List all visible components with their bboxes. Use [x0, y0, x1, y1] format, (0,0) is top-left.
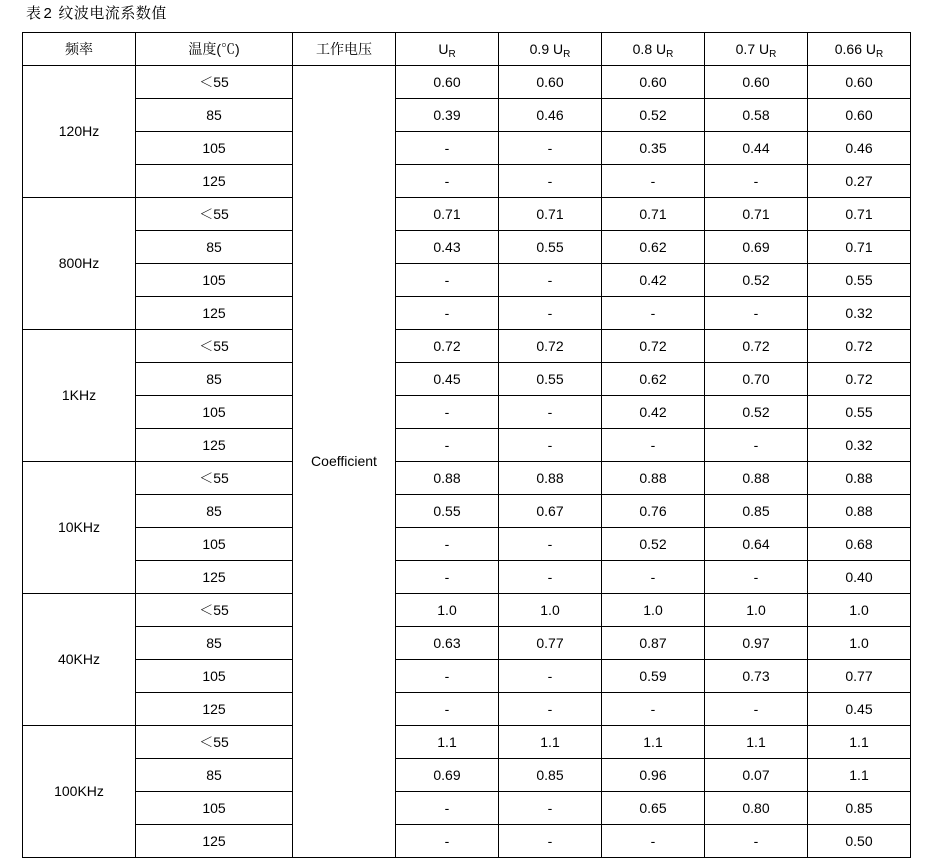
coefficient-value-cell: -: [396, 825, 499, 858]
coefficient-value-cell: -: [705, 429, 808, 462]
table-row: [23, 198, 911, 231]
coefficient-value-cell: 0.72: [499, 330, 602, 363]
coefficient-value-cell: 0.88: [808, 462, 911, 495]
coefficient-value-cell: -: [396, 264, 499, 297]
coefficient-value-cell: 0.60: [396, 66, 499, 99]
caption-prefix: 表: [26, 5, 42, 22]
coefficient-value-cell: 0.71: [808, 198, 911, 231]
coefficient-value-cell: -: [705, 165, 808, 198]
header-ur-subscript: R: [448, 48, 456, 60]
coefficient-value-cell: 0.69: [396, 759, 499, 792]
caption-title: 纹波电流系数值: [58, 5, 167, 22]
header-row: [23, 33, 911, 66]
coefficient-value-cell: -: [499, 429, 602, 462]
coefficient-value-cell: -: [705, 693, 808, 726]
coefficient-value-cell: 0.60: [705, 66, 808, 99]
table-row: [23, 264, 911, 297]
header-working-voltage: 工作电压: [293, 33, 396, 66]
temperature-cell: ＜55: [136, 66, 293, 99]
coefficient-value-cell: 0.62: [602, 231, 705, 264]
coefficient-value-cell: -: [705, 297, 808, 330]
coefficient-value-cell: 1.1: [499, 726, 602, 759]
coefficient-value-cell: 1.0: [808, 594, 911, 627]
coefficient-value-cell: 0.59: [602, 660, 705, 693]
coefficient-value-cell: 1.1: [808, 726, 911, 759]
coefficient-value-cell: -: [396, 693, 499, 726]
header-09ur-subscript: R: [563, 48, 571, 60]
coefficient-value-cell: -: [499, 528, 602, 561]
coefficient-value-cell: -: [499, 396, 602, 429]
coefficient-value-cell: 0.71: [396, 198, 499, 231]
coefficient-value-cell: 1.1: [808, 759, 911, 792]
coefficient-value-cell: -: [499, 825, 602, 858]
table-row: [23, 759, 911, 792]
table-row: [23, 396, 911, 429]
header-09ur: 0.9 $U_R$: [499, 33, 602, 66]
header-07ur: 0.7 $U_R$: [705, 33, 808, 66]
header-temperature: 温度(℃): [136, 33, 293, 66]
coefficient-value-cell: 0.77: [808, 660, 911, 693]
header-066ur-subscript: R: [876, 48, 884, 60]
coefficient-value-cell: 0.72: [602, 330, 705, 363]
coefficient-value-cell: 1.0: [705, 594, 808, 627]
frequency-cell: 10KHz: [23, 462, 136, 594]
caption-number: 2: [43, 5, 53, 22]
coefficient-value-cell: 0.97: [705, 627, 808, 660]
temperature-cell: 105: [136, 396, 293, 429]
coefficient-value-cell: 0.52: [602, 528, 705, 561]
temperature-cell: 105: [136, 528, 293, 561]
coefficient-value-cell: 0.55: [499, 363, 602, 396]
coefficient-value-cell: 0.32: [808, 429, 911, 462]
coefficient-value-cell: 0.55: [808, 396, 911, 429]
coefficient-value-cell: 0.43: [396, 231, 499, 264]
coefficient-value-cell: -: [499, 132, 602, 165]
coefficient-value-cell: -: [499, 693, 602, 726]
coefficient-value-cell: -: [705, 561, 808, 594]
coefficient-value-cell: -: [396, 660, 499, 693]
coefficient-value-cell: 0.69: [705, 231, 808, 264]
coefficient-value-cell: -: [602, 429, 705, 462]
table-row: [23, 561, 911, 594]
coefficient-value-cell: 0.88: [705, 462, 808, 495]
working-voltage-coefficient-cell: Coefficient: [293, 66, 396, 858]
coefficient-value-cell: 1.1: [396, 726, 499, 759]
coefficient-value-cell: 1.0: [602, 594, 705, 627]
coefficient-value-cell: 0.42: [602, 264, 705, 297]
coefficient-value-cell: -: [602, 693, 705, 726]
table-body: [23, 66, 911, 858]
frequency-cell: 1KHz: [23, 330, 136, 462]
temperature-cell: ＜55: [136, 726, 293, 759]
coefficient-value-cell: -: [602, 825, 705, 858]
coefficient-value-cell: 0.44: [705, 132, 808, 165]
table-row: [23, 330, 911, 363]
coefficient-value-cell: -: [602, 297, 705, 330]
table-row: [23, 726, 911, 759]
coefficient-value-cell: 0.39: [396, 99, 499, 132]
coefficient-value-cell: 0.60: [808, 66, 911, 99]
temperature-cell: 105: [136, 792, 293, 825]
temperature-cell: 85: [136, 495, 293, 528]
coefficient-value-cell: 0.60: [808, 99, 911, 132]
coefficient-value-cell: 0.76: [602, 495, 705, 528]
temperature-cell: 125: [136, 165, 293, 198]
coefficient-value-cell: 0.88: [396, 462, 499, 495]
coefficient-value-cell: 0.71: [602, 198, 705, 231]
table-row: [23, 429, 911, 462]
coefficient-value-cell: 0.85: [499, 759, 602, 792]
coefficient-value-cell: 0.71: [499, 198, 602, 231]
coefficient-value-cell: 0.72: [705, 330, 808, 363]
coefficient-value-cell: 0.88: [602, 462, 705, 495]
coefficient-value-cell: 0.87: [602, 627, 705, 660]
table-row: [23, 495, 911, 528]
coefficient-value-cell: -: [499, 792, 602, 825]
coefficient-value-cell: 0.45: [808, 693, 911, 726]
coefficient-value-cell: 1.1: [602, 726, 705, 759]
coefficient-value-cell: 0.52: [705, 264, 808, 297]
table-row: [23, 231, 911, 264]
table-row: [23, 66, 911, 99]
coefficient-value-cell: 0.71: [808, 231, 911, 264]
table-row: [23, 165, 911, 198]
coefficient-value-cell: -: [396, 165, 499, 198]
coefficient-value-cell: -: [396, 429, 499, 462]
coefficient-value-cell: 0.40: [808, 561, 911, 594]
coefficient-value-cell: 0.67: [499, 495, 602, 528]
coefficient-value-cell: -: [499, 264, 602, 297]
coefficient-value-cell: 0.72: [808, 363, 911, 396]
coefficient-value-cell: 0.73: [705, 660, 808, 693]
temperature-cell: 125: [136, 297, 293, 330]
table-row: [23, 297, 911, 330]
coefficient-value-cell: 0.46: [499, 99, 602, 132]
header-066ur: 0.66 $U_R$: [808, 33, 911, 66]
temperature-cell: 105: [136, 132, 293, 165]
header-07ur-subscript: R: [769, 48, 777, 60]
coefficient-value-cell: 1.1: [705, 726, 808, 759]
coefficient-value-cell: 0.62: [602, 363, 705, 396]
ripple-current-coefficient-table: [22, 32, 911, 858]
coefficient-value-cell: -: [396, 561, 499, 594]
coefficient-value-cell: 0.64: [705, 528, 808, 561]
table-row: [23, 825, 911, 858]
coefficient-value-cell: 1.0: [396, 594, 499, 627]
frequency-cell: 40KHz: [23, 594, 136, 726]
coefficient-value-cell: 0.52: [602, 99, 705, 132]
table-row: [23, 594, 911, 627]
header-08ur: 0.8 $U_R$: [602, 33, 705, 66]
temperature-cell: 105: [136, 660, 293, 693]
coefficient-value-cell: 0.52: [705, 396, 808, 429]
coefficient-value-cell: 0.85: [808, 792, 911, 825]
coefficient-value-cell: 0.50: [808, 825, 911, 858]
coefficient-value-cell: 0.60: [499, 66, 602, 99]
coefficient-value-cell: -: [396, 132, 499, 165]
coefficient-value-cell: 0.45: [396, 363, 499, 396]
coefficient-value-cell: 0.55: [396, 495, 499, 528]
coefficient-value-cell: 0.07: [705, 759, 808, 792]
coefficient-value-cell: 0.77: [499, 627, 602, 660]
temperature-cell: 105: [136, 264, 293, 297]
coefficient-value-cell: -: [602, 561, 705, 594]
coefficient-value-cell: -: [499, 297, 602, 330]
coefficient-value-cell: -: [602, 165, 705, 198]
coefficient-value-cell: -: [705, 825, 808, 858]
frequency-cell: 120Hz: [23, 66, 136, 198]
coefficient-value-cell: 0.85: [705, 495, 808, 528]
temperature-cell: 85: [136, 231, 293, 264]
temperature-cell: 125: [136, 561, 293, 594]
coefficient-value-cell: 0.80: [705, 792, 808, 825]
coefficient-value-cell: -: [396, 528, 499, 561]
table-row: [23, 627, 911, 660]
temperature-cell: 85: [136, 363, 293, 396]
header-08ur-subscript: R: [666, 48, 674, 60]
coefficient-value-cell: 0.71: [705, 198, 808, 231]
coefficient-value-cell: 0.60: [602, 66, 705, 99]
coefficient-value-cell: 1.0: [499, 594, 602, 627]
table-row: [23, 462, 911, 495]
temperature-cell: ＜55: [136, 462, 293, 495]
coefficient-value-cell: 0.35: [602, 132, 705, 165]
temperature-cell: ＜55: [136, 330, 293, 363]
table-header: [23, 33, 911, 66]
coefficient-value-cell: 0.27: [808, 165, 911, 198]
temperature-cell: 125: [136, 693, 293, 726]
coefficient-value-cell: 1.0: [808, 627, 911, 660]
header-frequency: 频率: [23, 33, 136, 66]
coefficient-value-cell: 0.65: [602, 792, 705, 825]
table-row: [23, 693, 911, 726]
coefficient-value-cell: -: [396, 792, 499, 825]
temperature-cell: 85: [136, 759, 293, 792]
coefficient-value-cell: 0.42: [602, 396, 705, 429]
temperature-cell: 125: [136, 429, 293, 462]
table-row: [23, 528, 911, 561]
temperature-cell: ＜55: [136, 198, 293, 231]
frequency-cell: 100KHz: [23, 726, 136, 858]
table-row: [23, 99, 911, 132]
temperature-cell: 85: [136, 99, 293, 132]
coefficient-value-cell: -: [396, 396, 499, 429]
table-row: [23, 660, 911, 693]
temperature-cell: 85: [136, 627, 293, 660]
coefficient-value-cell: 0.58: [705, 99, 808, 132]
table-caption: [26, 2, 167, 23]
table-row: [23, 792, 911, 825]
table-row: [23, 363, 911, 396]
coefficient-value-cell: 0.63: [396, 627, 499, 660]
coefficient-value-cell: -: [499, 561, 602, 594]
temperature-cell: 125: [136, 825, 293, 858]
temperature-cell: ＜55: [136, 594, 293, 627]
coefficient-value-cell: 0.88: [499, 462, 602, 495]
coefficient-value-cell: -: [499, 660, 602, 693]
frequency-cell: 800Hz: [23, 198, 136, 330]
coefficient-value-cell: 0.72: [808, 330, 911, 363]
coefficient-value-cell: 0.55: [808, 264, 911, 297]
coefficient-value-cell: 0.72: [396, 330, 499, 363]
coefficient-value-cell: 0.88: [808, 495, 911, 528]
header-ur: $U_R$: [396, 33, 499, 66]
coefficient-value-cell: -: [396, 297, 499, 330]
table-row: [23, 132, 911, 165]
coefficient-value-cell: 0.70: [705, 363, 808, 396]
coefficient-value-cell: 0.46: [808, 132, 911, 165]
coefficient-value-cell: -: [499, 165, 602, 198]
coefficient-value-cell: 0.68: [808, 528, 911, 561]
coefficient-value-cell: 0.55: [499, 231, 602, 264]
coefficient-value-cell: 0.96: [602, 759, 705, 792]
coefficient-value-cell: 0.32: [808, 297, 911, 330]
